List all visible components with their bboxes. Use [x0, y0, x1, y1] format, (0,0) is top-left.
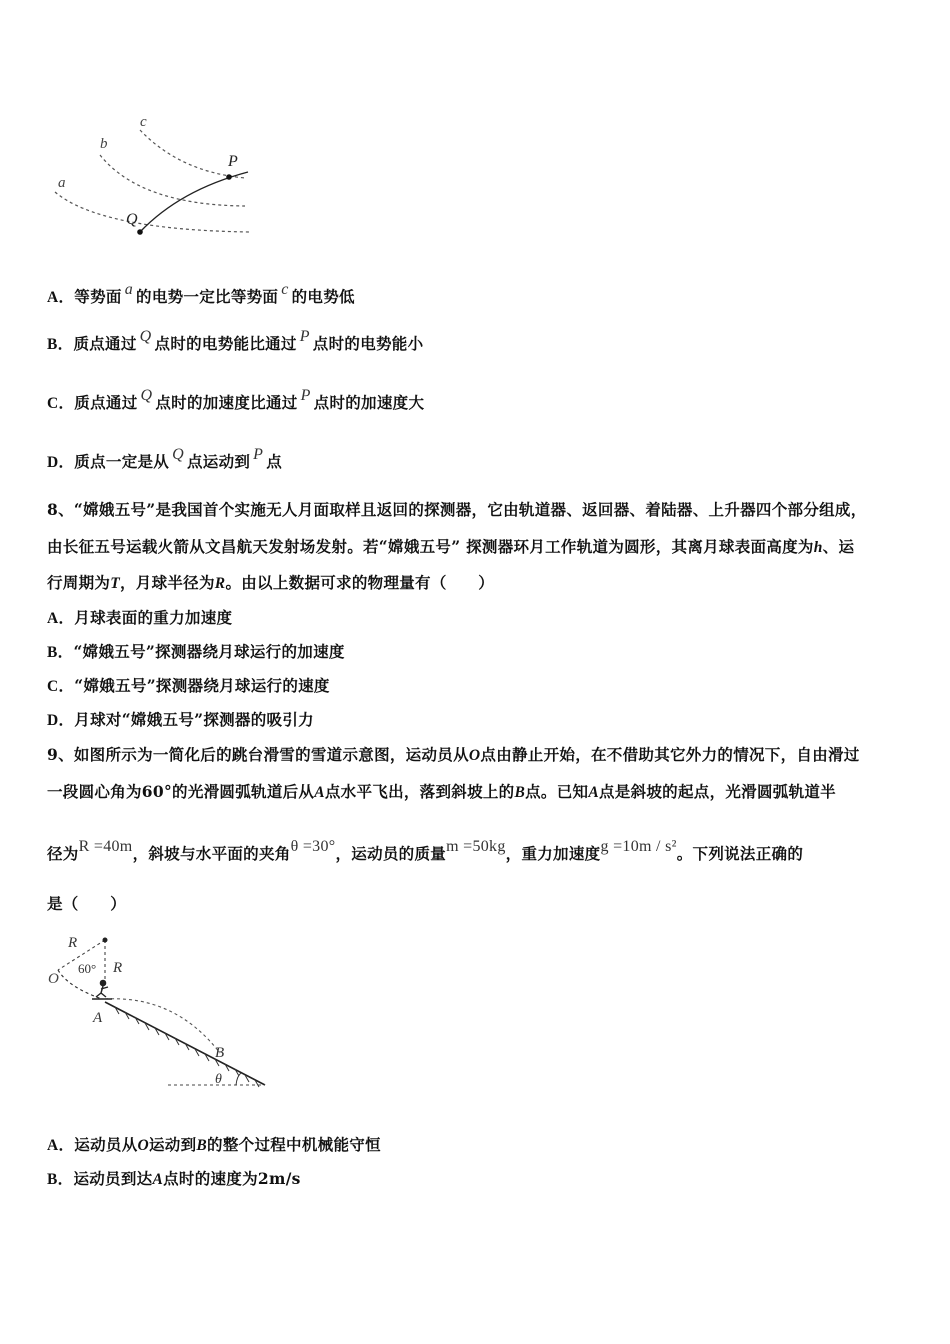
label-r2: R [113, 960, 123, 976]
q9-option-a: A．运动员从O运动到B的整个过程中机械能守恒 [47, 1135, 381, 1154]
q8-option-d: D．月球对“嫦娥五号”探测器的吸引力 [47, 710, 314, 729]
q9-option-b: B．运动员到达A点时的速度为2m/s [47, 1169, 301, 1188]
point-p [226, 174, 232, 180]
label-a: a [58, 175, 66, 191]
label-r1: R [68, 935, 78, 951]
trajectory [140, 172, 248, 232]
skier-icon [92, 980, 112, 999]
label-angle: 60° [78, 961, 97, 976]
label-p: P [228, 153, 238, 170]
q8-stem-line2: 由长征五号运载火箭从文昌航天发射场发射。若“嫦娥五号” 探测器环月工作轨道为圆形，其离月球表面高度为h、运 [47, 537, 855, 556]
flight-path [105, 999, 220, 1053]
label-q: Q [126, 211, 138, 228]
q7-option-d: D．质点一定是从 Q 点运动到 P 点 [47, 446, 283, 471]
label-a: A [93, 1010, 103, 1026]
q7-option-a: A．等势面 a 的电势一定比等势面 c 的电势低 [47, 281, 355, 306]
label-c: c [140, 114, 147, 130]
label-theta: θ [215, 1072, 222, 1087]
circle-center [103, 938, 108, 943]
q9-stem-line4: 是（ ） [47, 894, 127, 913]
equipotential-a [55, 192, 250, 232]
q8-option-b: B．“嫦娥五号”探测器绕月球运行的加速度 [47, 642, 345, 661]
equipotential-figure [40, 110, 270, 250]
label-b: B [215, 1045, 225, 1061]
q8-stem-line1: 8、“嫦娥五号”是我国首个实施无人月面取样且返回的探测器，它由轨道器、返回器、着陆器、上升器四个部分组成， [47, 500, 867, 519]
q9-stem-line1: 9、如图所示为一简化后的跳台滑雪的雪道示意图，运动员从O点由静止开始，在不借助其它外力的情况下，自由滑过 [47, 745, 860, 764]
equipotential-b [100, 155, 245, 206]
label-o: O [48, 971, 59, 987]
q8-stem-line3: 行周期为T，月球半径为R。由以上数据可求的物理量有（ ） [47, 573, 495, 592]
q7-option-c: C．质点通过 Q 点时的加速度比通过 P 点时的加速度大 [47, 387, 425, 412]
label-b: b [100, 136, 108, 152]
slope-hatching [115, 1007, 259, 1087]
ski-jump-figure [40, 925, 275, 1095]
point-q [137, 229, 143, 235]
q9-stem-line2: 一段圆心角为60°的光滑圆弧轨道后从A点水平飞出，落到斜坡上的B点。已知A点是斜坡的起点，光滑圆弧轨道半 [47, 782, 836, 801]
q9-stem-line3: 径为R =40m，斜坡与水平面的夹角θ =30°，运动员的质量m =50kg，重力加速度g =10m / s²。下列说法正确的 [47, 838, 804, 863]
q8-option-c: C．“嫦娥五号”探测器绕月球运行的速度 [47, 676, 330, 695]
q8-option-a: A．月球表面的重力加速度 [47, 608, 233, 627]
q7-option-b: B．质点通过 Q 点时的电势能比通过 P 点时的电势能小 [47, 328, 424, 353]
